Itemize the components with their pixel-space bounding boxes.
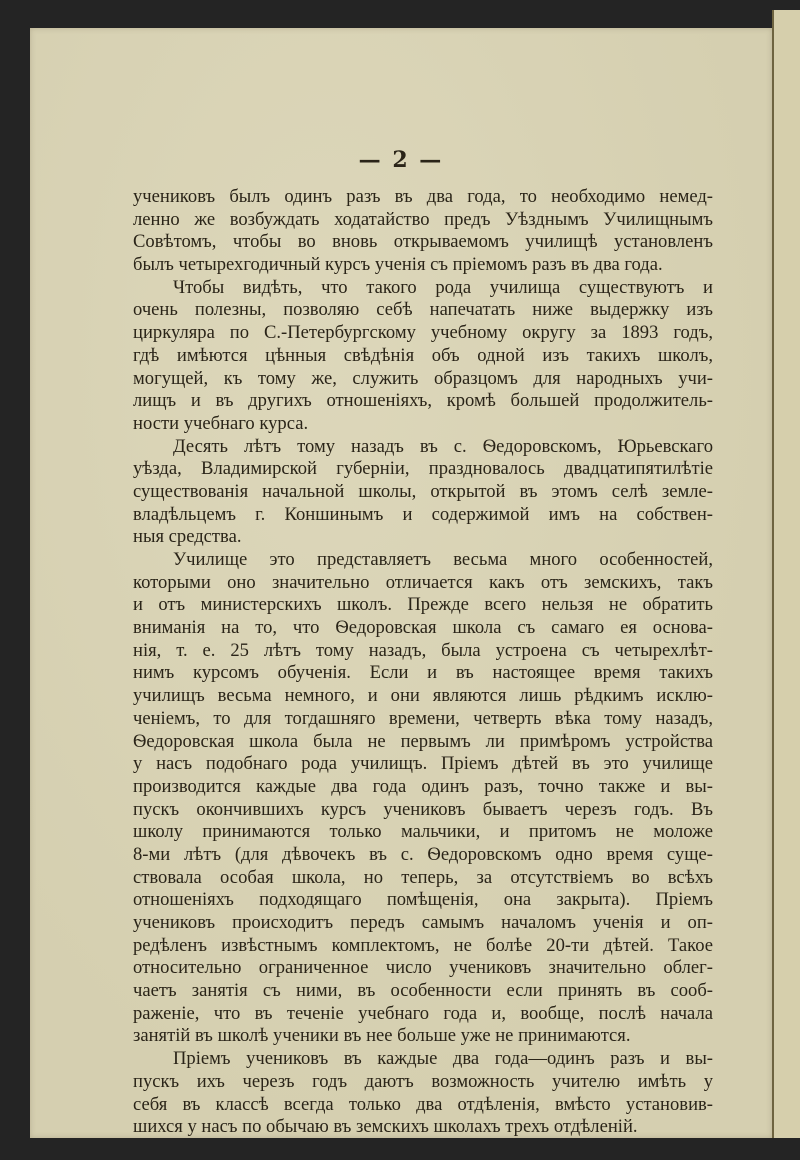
paragraph: [133, 436, 713, 549]
text-line: нія, т. е. 25 лѣтъ тому назадъ, была устроена съ четырехлѣт-: [133, 639, 713, 661]
text-line: циркуляра по С.-Петербургскому учебному округу за 1893 годъ,: [133, 322, 713, 344]
text-line: школу принимаются только мальчики, и притомъ не моложе: [133, 821, 713, 843]
text-line: занятій въ школѣ ученики въ нее больше уже не принимаются.: [133, 1025, 631, 1047]
text-line: лищъ и въ другихъ отношеніяхъ, кромѣ большей продолжитель-: [133, 390, 713, 412]
text-line: которыми оно значительно отличается какъ отъ земскихъ, такъ: [133, 571, 713, 593]
text-line: училищъ весьма немного, и они являются лишь рѣдкимъ исклю-: [133, 685, 713, 707]
text-line: существованія начальной школы, открытой въ этомъ селѣ земле-: [133, 480, 713, 502]
paragraph: [133, 186, 713, 277]
text-line: производится каждые два года одинъ разъ, точно также и вы-: [133, 775, 713, 797]
text-line: Ѳедоровская школа была не первымъ ли примѣромъ устройства: [133, 730, 713, 752]
text-line: вниманія на то, что Ѳедоровская школа съ самаго ея основа-: [133, 617, 713, 639]
text-line: ченіемъ, то для тогдашняго времени, четверть вѣка тому назадъ,: [133, 707, 713, 729]
text-line: у насъ подобнаго рода училищъ. Пріемъ дѣтей въ это училище: [133, 753, 713, 775]
body-text: [133, 186, 713, 1139]
text-line: ныя средства.: [133, 526, 242, 548]
text-line: чаетъ занятія съ ними, въ особенности если принять въ сооб-: [133, 980, 713, 1002]
text-line: могущей, къ тому же, служить образцомъ для народныхъ учи-: [133, 367, 713, 389]
paragraph: [133, 1048, 713, 1139]
paragraph: [133, 277, 713, 436]
text-line: себя въ классѣ всегда только два отдѣленія, вмѣсто установив-: [133, 1093, 713, 1115]
text-line: учениковъ происходитъ передъ самымъ началомъ ученія и оп-: [133, 912, 713, 933]
text-line: относительно ограниченное число учениковъ значительно облег-: [133, 957, 713, 979]
text-line: ленно же возбуждать ходатайство предъ Уѣзднымъ Училищнымъ: [133, 208, 713, 230]
adjacent-page-edge: [772, 10, 800, 1138]
text-line: Училище это представляетъ весьма много особенностей,: [173, 549, 713, 570]
text-line: былъ четырехгодичный курсъ ученія съ пріемомъ разъ въ два года.: [133, 254, 663, 276]
text-line: 8-ми лѣтъ (для дѣвочекъ въ с. Ѳедоровскомъ одно время суще-: [133, 843, 713, 865]
text-line: гдѣ имѣются цѣнныя свѣдѣнія объ одной изъ такихъ школъ,: [133, 344, 713, 366]
text-line: учениковъ былъ одинъ разъ въ два года, то необходимо немед-: [133, 186, 713, 207]
text-line: ствовала особая школа, но теперь, за отсутствіемъ во всѣхъ: [133, 866, 713, 888]
text-line: очень полезны, позволяю себѣ напечатать ниже выдержку изъ: [133, 299, 713, 321]
text-line: Пріемъ учениковъ въ каждые два года—одинъ разъ и вы-: [173, 1048, 713, 1070]
paragraph: [133, 549, 713, 1048]
text-line: пускъ окончившихъ курсъ учениковъ бываетъ черезъ годъ. Въ: [133, 798, 713, 820]
text-line: уѣзда, Владимирской губерніи, праздновалось двадцатипятилѣтіе: [133, 458, 713, 480]
text-line: пускъ ихъ черезъ годъ даютъ возможность учителю имѣть у: [133, 1070, 713, 1092]
text-line: отношеніяхъ подходящаго помѣщенія, она закрыта). Пріемъ: [133, 889, 713, 911]
text-line: Совѣтомъ, чтобы во вновь открываемомъ училищѣ установленъ: [133, 231, 713, 253]
text-line: шихся у насъ по обычаю въ земскихъ школахъ трехъ отдѣленій.: [133, 1116, 638, 1138]
text-line: нимъ курсомъ обученія. Если и въ настоящее время такихъ: [133, 662, 713, 684]
document-page: [30, 28, 772, 1138]
text-line: Чтобы видѣть, что такого рода училища существуютъ и: [173, 276, 713, 298]
text-line: раженіе, что въ теченіе учебнаго года и, вообще, послѣ начала: [133, 1002, 713, 1024]
text-line: Десять лѣтъ тому назадъ въ с. Ѳедоровскомъ, Юрьевскаго: [173, 435, 713, 457]
text-line: редѣленъ извѣстнымъ комплектомъ, не болѣе 20-ти дѣтей. Такое: [133, 934, 713, 956]
text-line: владѣльцемъ г. Коншинымъ и содержимой имъ на собствен-: [133, 503, 713, 525]
text-line: и отъ министерскихъ школъ. Прежде всего нельзя не обратить: [133, 594, 713, 616]
page-number: — 2 —: [358, 147, 444, 173]
text-line: ности учебнаго курса.: [133, 412, 309, 434]
